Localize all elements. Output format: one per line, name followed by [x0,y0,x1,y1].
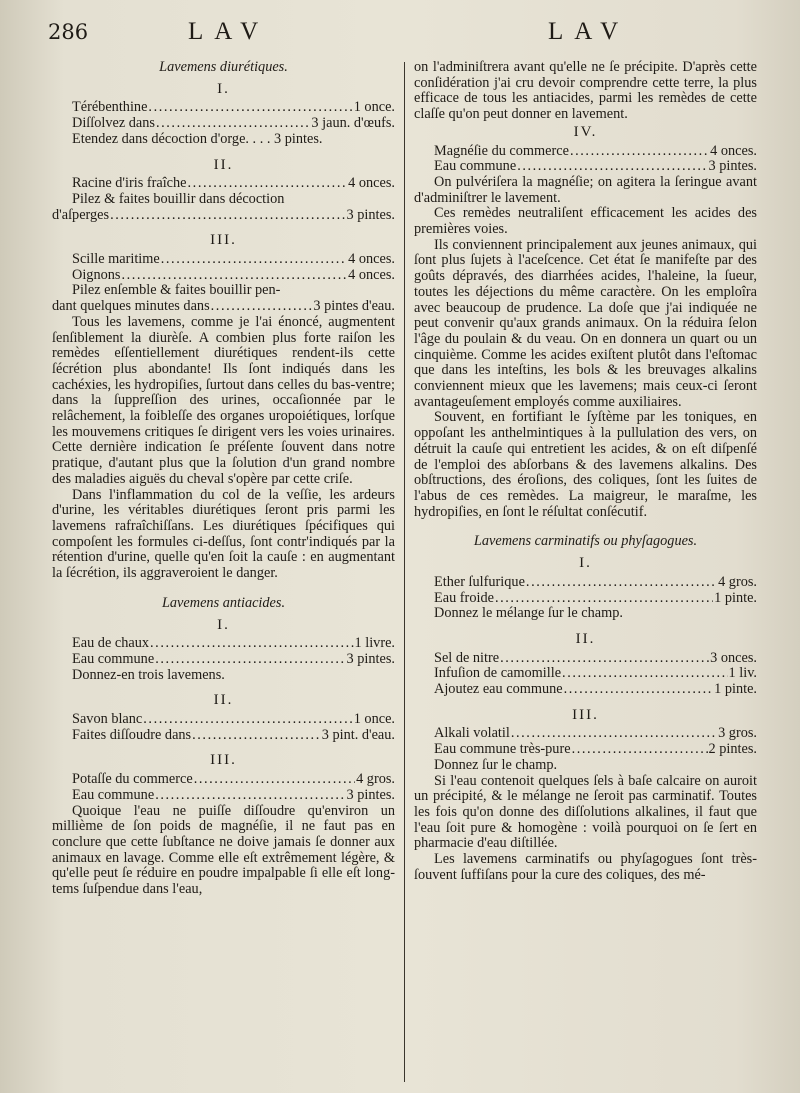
leader-dots [562,666,727,682]
recipe-item: Oignons [72,266,121,283]
leader-dots [121,268,347,284]
recipe-quantity: 1 once. [353,711,395,728]
recipe-item: Eau froide [434,589,494,606]
recipe-line [414,682,757,698]
leader-dots [194,772,355,788]
recipe-line [52,772,395,788]
recipe-line [414,742,757,758]
recipe-line [414,575,757,591]
recipe-line [414,144,757,160]
recipe-item: Racine d'iris fraîche [72,175,187,192]
leader-dots [511,726,717,742]
recipe-item: Savon blanc [72,711,143,728]
recipe-item: Diſſolvez dans [72,115,155,132]
leader-dots [188,176,348,192]
recipe-quantity: 2 pintes. [708,741,757,758]
recipe-item: Sel de nitre [434,649,500,666]
recipe-quantity: 4 onces. [710,142,757,159]
recipe-instruction: Donnez-en trois lavemens. [72,666,225,683]
recipe-item: d'aſperges [52,206,110,223]
recipe-line [52,116,395,132]
leader-dots [517,159,707,175]
recipe-line [52,652,395,668]
recipe-line [52,208,395,224]
recipe-line [52,728,395,744]
page-number: 286 [48,20,89,44]
body-paragraph: Quoique l'eau ne puiſſe diſſoudre qu'environ un millième de ſon poids de magnéſie, il ne faut pas en conclure que cette ſubſtance ne doive jamais ſe donner aux animaux en lavage. Comme elle eſt extrêmement légère, & qu'elle peut ſe réduire en poudre impalpable ſi elle eſt long-tems ſuſpendue dans l'eau, [52,802,395,898]
leader-dots [495,591,713,607]
body-paragraph: Si l'eau contenoit quelques ſels à baſe calcaire on auroit un précipité, & le mélange ne ſeroit pas carminatif. Toutes les fois qu'on donne des diſſolutions alkalines, il faut que l'eau ſoit pure & homogène : voilà pourquoi on ſe ſert en pharmacie d'eau diſtillée. [414,772,757,852]
recipe-quantity: 3 onces. [710,649,757,666]
left-column [52,60,395,898]
recipe-quantity: 3 pint. d'eau. [321,726,395,743]
leader-dots [570,144,709,160]
leader-dots [500,651,709,667]
recipe-quantity: 4 gros. [356,771,395,788]
recipe-line [414,651,757,667]
recipe-quantity: 1 once. [353,99,395,116]
leader-dots [150,636,353,652]
recipe-quantity: 3 jaun. d'œufs. [311,115,395,132]
body-paragraph: Souvent, en fortifiant le ſyſtème par les toniques, en oppoſant les anthelmintiques à la pullulation des vers, on détruit la cauſe qui entretient les acides, & on eſt diſpenſé de l'emploi des abſorbans & des lavemens alkalins. Des obſtructions, des éroſions, des coliques, ſont les ſuites de l'abus de ces remèdes. La maigreur, le maraſme, les hydropiſies, en ſont le réſultat conſécutif. [414,409,757,520]
recipe-item: Eau commune [72,650,155,667]
recipe-item: dant quelques minutes dans [52,298,210,315]
leader-dots [572,742,708,758]
body-paragraph: Ces remèdes neutraliſent efficacement les acides des premières voies. [414,205,757,238]
formula-number: IV. [573,123,598,140]
formula-number: II. [575,630,596,647]
leader-dots [110,208,345,224]
recipe-quantity: 3 pintes d'eau. [313,298,395,315]
recipe-item: Eau commune très-pure [434,741,571,758]
formula-number: II. [213,156,234,173]
recipe-item: Alkali volatil [434,725,510,742]
formula-number: I. [217,80,230,97]
recipe-item: Eau commune [72,786,155,803]
recipe-quantity: 4 onces. [348,251,395,268]
recipe-quantity: 3 pintes. [346,786,395,803]
recipe-quantity: 1 pinte. [714,589,757,606]
column-divider [404,62,405,1082]
formula-number: III. [210,232,237,249]
recipe-line [52,252,395,268]
formula-number: III. [210,752,237,769]
formula-number: I. [217,616,230,633]
recipe-line [414,159,757,175]
recipe-item: Scille maritime [72,251,160,268]
recipe-item: Ether ſulfurique [434,573,525,590]
recipe-line [414,666,757,682]
recipe-line [52,100,395,116]
leader-dots [564,682,713,698]
section-title-antiacides: Lavemens antiacides. [161,594,286,611]
recipe-line [52,176,395,192]
formula-number: I. [579,555,592,572]
recipe-item: Ajoutez eau commune [434,681,563,698]
recipe-item: Eau commune [434,158,517,175]
recipe-line [52,636,395,652]
leader-dots [161,252,347,268]
formula-number: III. [572,706,599,723]
recipe-quantity: 3 pintes. [346,206,395,223]
running-head-right: LAV [548,18,630,45]
recipe-quantity: 3 pintes. [346,650,395,667]
recipe-line [414,591,757,607]
recipe-quantity: 4 onces. [348,266,395,283]
running-head-left: LAV [188,18,270,45]
leader-dots [211,299,313,315]
formula-number: II. [213,692,234,709]
leader-dots [526,575,717,591]
leader-dots [148,100,352,116]
recipe-quantity: 1 pinte. [714,681,757,698]
body-paragraph: Les lavemens carminatifs ou phyſagogues ſont très-ſouvent ſuffiſans pour la cure des coliques, des mé- [414,851,757,883]
recipe-item: Infuſion de camomille [434,665,562,682]
recipe-item: Eau de chaux [72,635,150,652]
recipe-line [52,268,395,284]
recipe-instruction: Donnez ſur le champ. [434,756,558,773]
recipe-item: Magnéſie du commerce [434,142,569,159]
recipe-quantity: 4 gros. [718,573,757,590]
recipe-instruction: Pilez enſemble & faites bouillir pen- [72,282,281,299]
recipe-line [52,788,395,804]
recipe-quantity: 4 onces. [348,175,395,192]
body-paragraph: Tous les lavemens, comme je l'ai énoncé, augmentent ſenſiblement la diurèſe. A combien plus forte raiſon les remèdes eſſentiellement diurétiques rendent-ils cette ſécrétion plus abondante! Ils ſont indiqués dans les cachéxies, les hydropiſies, ſurtout dans celles du bas-ventre; dans la ſuppreſſion des urines, occaſionnée par le relâchement, la foibleſſe des organes uropoiétiques, lorſque les mouvemens critiques ſe dirigent vers les voies urinaires. Cette dernière indication ſe préſente ſouvent dans notre pratique, d'autant plus que la ſolution d'un grand nombre des maladies aiguës du cheval s'opère par cette criſe. [52,313,395,487]
recipe-instruction: Pilez & faites bouillir dans décoction [72,190,285,207]
recipe-quantity: 1 livre. [354,635,395,652]
body-paragraph: on l'adminiſtrera avant qu'elle ne ſe précipite. D'après cette conſidération j'ai cru devoir comprendre cette terre, la plus efficace de tous les antiacides, parmi les remèdes de cette claſſe qu'on peut donner en lavement. [414,59,757,123]
leader-dots [192,728,321,744]
recipe-instruction: Etendez dans décoction d'orge. . . . 3 pintes. [72,130,323,147]
recipe-item: Térébenthine [72,99,148,116]
recipe-line [52,299,395,315]
body-paragraph: Ils conviennent principalement aux jeunes animaux, qui ſont plus ſujets à l'aceſcence. Cet état ſe manifeſte par des goûts dépravés, des diarrhées acides, l'haleine, la ſueur, toutes les déjections du même caractère. On les emploîra avec beaucoup de prudence. La doſe que j'ai indiquée ne peut convenir qu'aux grands animaux. On la réduira ſelon l'âge du poulain & du veau. On en donnera un quart ou un cinquième. Comme les acides exiſtent plutôt dans l'eſtomac que dans les inteſtins, les bols & les breuvages alkalins conviennent mieux que les lavemens; mais ceux-ci ſeront avantageuſement employés comme auxiliaires. [414,236,757,410]
recipe-item: Potaſſe du commerce [72,771,193,788]
leader-dots [155,788,345,804]
leader-dots [143,712,352,728]
recipe-line [414,726,757,742]
section-title-diuretiques: Lavemens diurétiques. [159,59,288,75]
body-paragraph: On pulvériſera la magnéſie; on agitera la ſeringue avant d'adminiſtrer le lavement. [414,173,757,206]
recipe-item: Faites diſſoudre dans [72,726,192,743]
leader-dots [156,116,310,132]
recipe-quantity: 1 liv. [728,665,757,682]
section-title-carminatifs: Lavemens carminatifs ou phyſagogues. [473,533,698,550]
recipe-line [52,712,395,728]
leader-dots [155,652,345,668]
recipe-quantity: 3 gros. [718,725,757,742]
right-column [414,60,757,883]
recipe-instruction: Donnez le mélange ſur le champ. [434,605,623,622]
body-paragraph: Dans l'inflammation du col de la veſſie, les ardeurs d'urine, les véritables diurétiques ſeront pris parmi les lavemens rafraîchiſſans. Les diurétiques ſpécifiques qui compoſent les formules ci-deſſus, ſont contr'indiqués par la rétention d'urine, quelle qu'en ſoit la cauſe : en augmentant la ſécrétion, ils aggraveroient le danger. [52,486,395,582]
recipe-quantity: 3 pintes. [708,158,757,175]
